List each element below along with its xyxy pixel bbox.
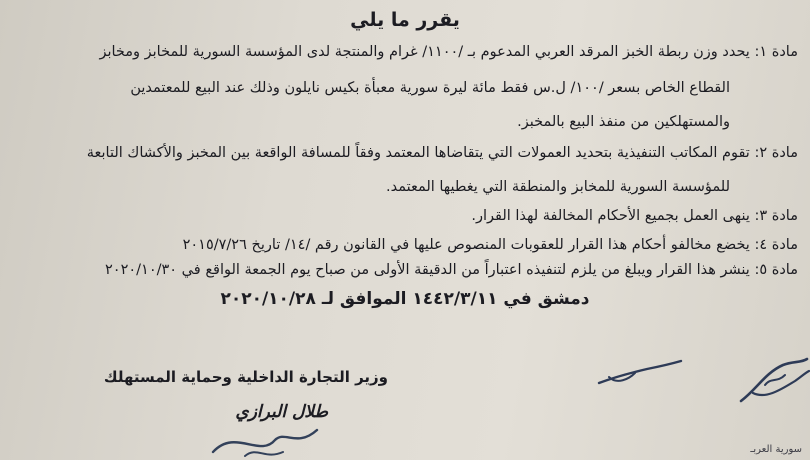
initial-signature-icon	[595, 355, 685, 389]
minister-title: وزير التجارة الداخلية وحماية المستهلك	[103, 368, 388, 386]
article-1-line-2: القطاع الخاص بسعر /١٠٠/ ل.س فقط مائة ليرة سورية معبأة بكيس نايلون وذلك عند البيع للمعتمدين	[130, 80, 730, 96]
scribble-signature-icon	[735, 355, 810, 410]
article-2-line-1: مادة ٢: تقوم المكاتب التنفيذية بتحديد العمولات التي يتقاضاها المعتمد وفقاً للمسافة الواقعة بين المخبز والأكشاك التابعة	[86, 145, 798, 161]
minister-name: طلال البرازي	[235, 402, 328, 422]
corner-stamp-text: سورية العربـ	[750, 444, 802, 455]
article-5-line-1: مادة ٥: ينشر هذا القرار ويبلغ من يلزم لتنفيذه اعتباراً من الدقيقة الأولى من صباح يوم الجمعة الواقع في ٢٠٢٠/١٠/٣٠	[105, 262, 798, 278]
article-1-line-1: مادة ١: يحدد وزن ربطة الخبز المرقد العربي المدعوم بـ /١١٠٠/ غرام والمنتجة لدى المؤسسة السورية للمخابز ومخابز	[99, 44, 798, 60]
article-3-line-1: مادة ٣: ينهى العمل بجميع الأحكام المخالفة لهذا القرار.	[471, 208, 798, 224]
article-2-line-2: للمؤسسة السورية للمخابز والمنطقة التي يغطيها المعتمد.	[385, 179, 730, 195]
minister-signature-icon	[205, 418, 325, 460]
decree-date: دمشق في ١٤٤٢/٣/١١ الموافق لـ ٢٠٢٠/١٠/٢٨	[220, 289, 590, 309]
decree-heading: يقرر ما يلي	[350, 9, 460, 31]
article-1-line-3: والمستهلكين من منفذ البيع بالمخبز.	[517, 114, 730, 130]
article-4-line-1: مادة ٤: يخضع مخالفو أحكام هذا القرار للعقوبات المنصوص عليها في القانون رقم /١٤/ تاريخ ٢٠١٥/٧/٢٦	[182, 237, 798, 253]
